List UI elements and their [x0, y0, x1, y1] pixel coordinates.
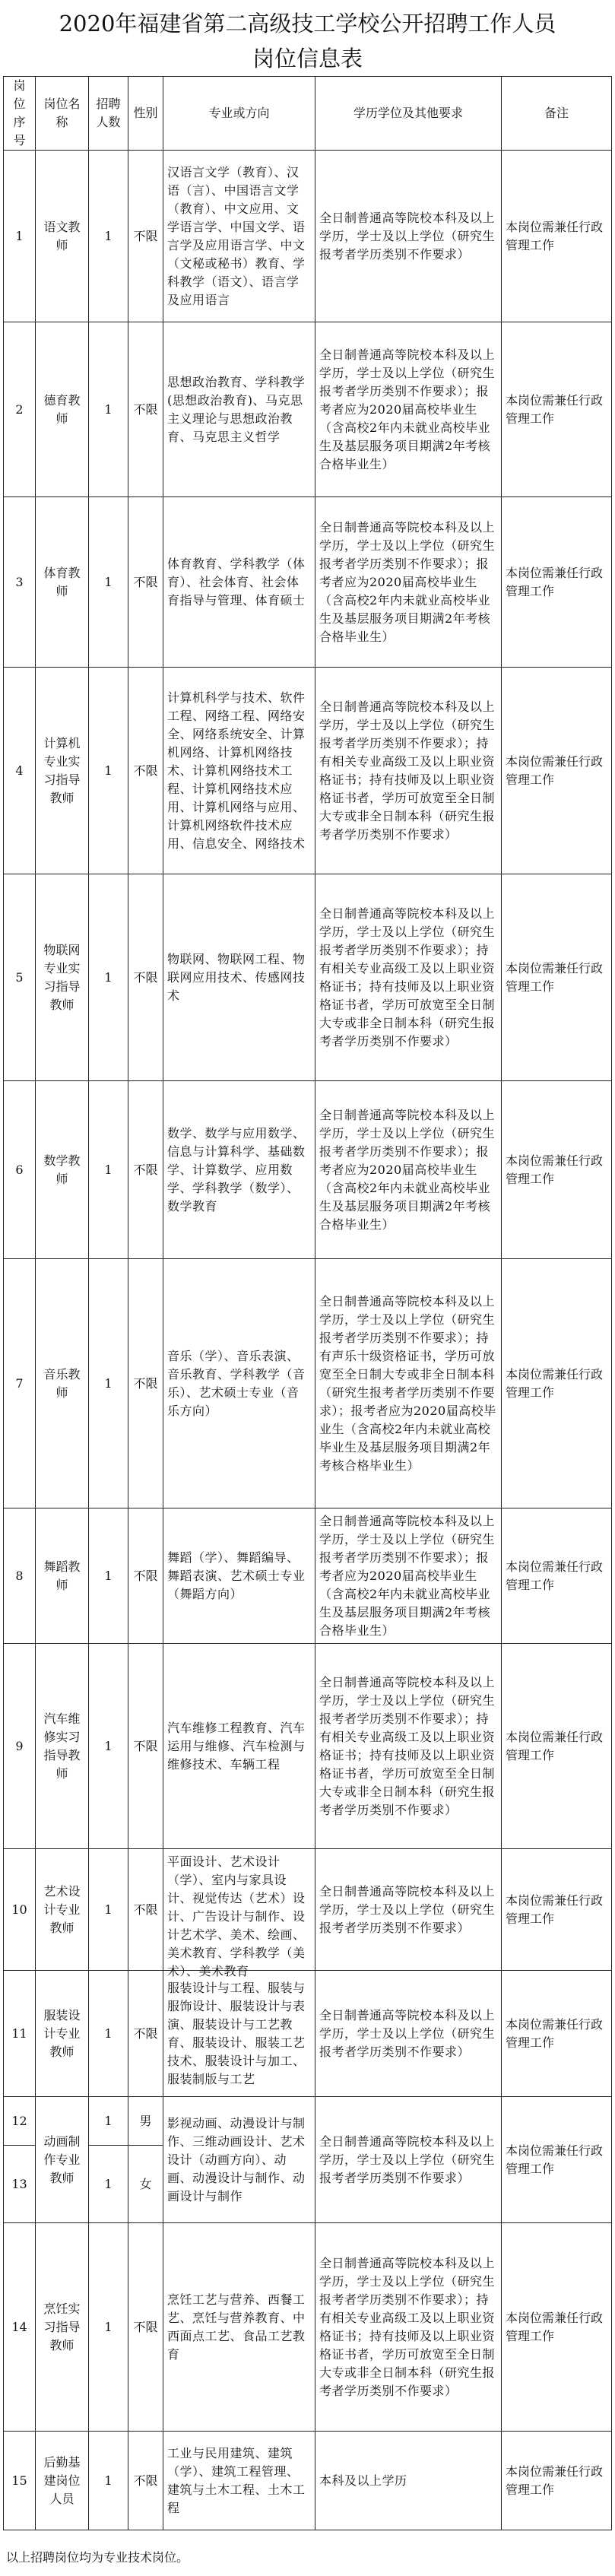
cell-major-text: 服装设计与工程、服装与服饰设计、服装设计与表演、服装设计与工艺教育、服装设计、服装工艺技术、服装设计与加工、服装制版与工艺: [167, 1980, 306, 2086]
cell-count: 1: [89, 2146, 128, 2223]
cell-no: 3: [4, 497, 36, 668]
cell-count: 1: [89, 1508, 128, 1644]
cell-count: 1: [89, 1849, 128, 1971]
cell-req: 全日制普通高等院校本科及以上学历，学士及以上学位（研究生报考者学历类别不作要求）；持有相关专业高级工及以上职业资格证书；持有技师及以上职业资格证书者，学历可放宽至全日制大专或非全日制本科（研究生报考者学历类别不作要求）: [315, 668, 502, 874]
cell-name: 体育教师: [36, 497, 89, 668]
cell-no: 2: [4, 322, 36, 497]
cell-major: 数学、数学与应用数学、信息与计算科学、基础数学、计算数学、应用数学、学科教学（数学）、数学教育: [163, 1081, 315, 1259]
cell-sex: 不限: [128, 1971, 163, 2097]
footer-note: 以上招聘岗位均为专业技术岗位。: [6, 2550, 189, 2565]
cell-note: 本岗位需兼任行政管理工作: [502, 874, 612, 1081]
cell-name: 音乐教师: [36, 1259, 89, 1508]
cell-major: 影视动画、动漫设计与制作、三维动画设计、艺术设计（动画方向）、动画、动漫设计与制作、动画设计与制作: [163, 2097, 315, 2223]
cell-sex: 不限: [128, 1081, 163, 1259]
cell-note: 本岗位需兼任行政管理工作: [502, 1971, 612, 2097]
table-header-row: [4, 77, 612, 151]
cell-sex: 不限: [128, 2223, 163, 2432]
cell-count: 1: [89, 1644, 128, 1849]
cell-count: 1: [89, 322, 128, 497]
cell-req: 本科及以上学历: [315, 2432, 502, 2530]
table-row: [4, 1971, 612, 2097]
cell-note: 本岗位需兼任行政管理工作: [502, 1644, 612, 1849]
cell-note: 本岗位需兼任行政管理工作: [502, 2223, 612, 2432]
cell-count: 1: [89, 497, 128, 668]
cell-req: 全日制普通高等院校本科及以上学历，学士及以上学位（研究生报考者学历类别不作要求）；持有声乐十级资格证书，学历可放宽至全日制大专或非全日制本科（研究生报考者学历类别不作要求）；报考者应为2020届高校毕业生（含高校2年内未就业高校毕业生及基层服务项目期满2年考核合格毕业生）: [315, 1259, 502, 1508]
header-no: 岗位序号: [4, 77, 36, 151]
cell-req: 全日制普通高等院校本科及以上学历，学士及以上学位（研究生报考者学历类别不作要求）: [315, 2097, 502, 2223]
cell-name: 后勤基建岗位人员: [36, 2432, 89, 2530]
cell-note: 本岗位需兼任行政管理工作: [502, 2097, 612, 2223]
header-count: 招聘人数: [89, 77, 128, 151]
table-row: [4, 1081, 612, 1259]
cell-count: 1: [89, 2432, 128, 2530]
cell-major-text: 计算机科学与技术、软件工程、网络工程、网络安全、网络系统安全、计算机网络、计算机网络技术、计算机网络技术工程、计算机网络技术应用、计算机网络与应用、计算机网络软件技术应用、信息安全、网络技术: [167, 690, 306, 851]
cell-sex: 不限: [128, 1259, 163, 1508]
cell-no: 1: [4, 151, 36, 322]
cell-sex: 男: [128, 2097, 163, 2146]
cell-sex: 不限: [128, 1644, 163, 1849]
table-row: [4, 2432, 612, 2530]
cell-major: [163, 151, 315, 322]
cell-no: 11: [4, 1971, 36, 2097]
cell-req: 全日制普通高等院校本科及以上学历，学士及以上学位（研究生报考者学历类别不作要求）: [315, 151, 502, 322]
cell-no: 14: [4, 2223, 36, 2432]
header-name: 岗位名称: [36, 77, 89, 151]
cell-note: 本岗位需兼任行政管理工作: [502, 1508, 612, 1644]
cell-major: [163, 1971, 315, 2097]
cell-no: 6: [4, 1081, 36, 1259]
cell-name: 德育教师: [36, 322, 89, 497]
cell-note: 本岗位需兼任行政管理工作: [502, 322, 612, 497]
cell-req: 全日制普通高等院校本科及以上学历，学士及以上学位（研究生报考者学历类别不作要求）；报考者应为2020届高校毕业生（含高校2年内未就业高校毕业生及基层服务项目期满2年考核合格毕业生）: [315, 497, 502, 668]
cell-sex: 不限: [128, 1849, 163, 1971]
cell-name: 动画制作专业教师: [36, 2097, 89, 2223]
cell-note: 本岗位需兼任行政管理工作: [502, 151, 612, 322]
cell-count: 1: [89, 874, 128, 1081]
table-row: [4, 2097, 612, 2146]
cell-note: 本岗位需兼任行政管理工作: [502, 2432, 612, 2530]
cell-req: 全日制普通高等院校本科及以上学历，学士及以上学位（研究生报考者学历类别不作要求）；持有相关专业高级工及以上职业资格证书；持有技师及以上职业资格证书者，学历可放宽至全日制大专或非全日制本科（研究生报考者学历类别不作要求）: [315, 2223, 502, 2432]
cell-no: 13: [4, 2146, 36, 2223]
cell-no: 5: [4, 874, 36, 1081]
table-row: [4, 151, 612, 322]
table-row: [4, 1849, 612, 1971]
cell-major: 思想政治教育、学科教学(思想政治教育)、马克思主义理论与思想政治教育、马克思主义哲学: [163, 322, 315, 497]
cell-name: 计算机专业实习指导教师: [36, 668, 89, 874]
cell-major: 汽车维修工程教育、汽车运用与维修、汽车检测与维修技术、车辆工程: [163, 1644, 315, 1849]
cell-count: 1: [89, 1081, 128, 1259]
cell-major-text: 汉语言文学（教育）、汉语（言）、中国语言文学（教育）、中文应用、文学语言学、中国文学、语言学及应用语言学、中文（文秘或秘书）教育、学科教学（语文）、语言学及应用语言: [167, 164, 306, 307]
cell-req: 全日制普通高等院校本科及以上学历，学士及以上学位（研究生报考者学历类别不作要求）；报考者应为2020届高校毕业生（含高校2年内未就业高校毕业生及基层服务项目期满2年考核合格毕业生）: [315, 322, 502, 497]
cell-name: 语文教师: [36, 151, 89, 322]
header-sex: 性别: [128, 77, 163, 151]
header-req: 学历学位及其他要求: [315, 77, 502, 151]
cell-req: 全日制普通高等院校本科及以上学历，学士及以上学位（研究生报考者学历类别不作要求）；报考者应为2020届高校毕业生（含高校2年内未就业高校毕业生及基层服务项目期满2年考核合格毕业生）: [315, 1508, 502, 1644]
header-major: 专业或方向: [163, 77, 315, 151]
cell-no: 7: [4, 1259, 36, 1508]
positions-table: [3, 76, 612, 2530]
cell-note: 本岗位需兼任行政管理工作: [502, 1259, 612, 1508]
cell-count: 1: [89, 2223, 128, 2432]
cell-name: 服装设计专业教师: [36, 1971, 89, 2097]
cell-name: 艺术设计专业教师: [36, 1849, 89, 1971]
title-line-2: 岗位信息表: [252, 46, 363, 71]
cell-no: 15: [4, 2432, 36, 2530]
table-row: [4, 2223, 612, 2432]
cell-no: 4: [4, 668, 36, 874]
page-title: [0, 6, 615, 76]
cell-count: 1: [89, 2097, 128, 2146]
cell-major: 体育教育、学科教学（体育）、社会体育、社会体育指导与管理、体育硕士: [163, 497, 315, 668]
cell-major: [163, 668, 315, 874]
cell-req: 全日制普通高等院校本科及以上学历，学士及以上学位（研究生报考者学历类别不作要求）；报考者应为2020届高校毕业生（含高校2年内未就业高校毕业生及基层服务项目期满2年考核合格毕业生）: [315, 1081, 502, 1259]
cell-no: 8: [4, 1508, 36, 1644]
table-row: [4, 1508, 612, 1644]
cell-req: 全日制普通高等院校本科及以上学历，学士及以上学位（研究生报考者学历类别不作要求）: [315, 1971, 502, 2097]
cell-note: 本岗位需兼任行政管理工作: [502, 497, 612, 668]
cell-name: 烹饪实习指导教师: [36, 2223, 89, 2432]
cell-note: 本岗位需兼任行政管理工作: [502, 668, 612, 874]
cell-no: 12: [4, 2097, 36, 2146]
cell-name: 汽车维修实习指导教师: [36, 1644, 89, 1849]
cell-no: 9: [4, 1644, 36, 1849]
cell-count: 1: [89, 668, 128, 874]
cell-sex: 不限: [128, 322, 163, 497]
cell-major-text: 平面设计、艺术设计（学）、室内与家具设计、视觉传达（艺术）设计、广告设计与制作、设计艺术学、美术、绘画、美术教育、学科教学（美术）、美术教育: [167, 1854, 306, 1978]
table-row: [4, 1259, 612, 1508]
cell-req: 全日制普通高等院校本科及以上学历，学士及以上学位（研究生报考者学历类别不作要求）: [315, 1849, 502, 1971]
cell-count: 1: [89, 151, 128, 322]
cell-major: 烹饪工艺与营养、西餐工艺、烹饪与营养教育、中西面点工艺、食品工艺教育: [163, 2223, 315, 2432]
cell-note: 本岗位需兼任行政管理工作: [502, 1849, 612, 1971]
cell-sex: 不限: [128, 497, 163, 668]
header-note: 备注: [502, 77, 612, 151]
cell-count: 1: [89, 1259, 128, 1508]
cell-major: 物联网、物联网工程、物联网应用技术、传感网技术: [163, 874, 315, 1081]
cell-sex: 女: [128, 2146, 163, 2223]
cell-req: 全日制普通高等院校本科及以上学历，学士及以上学位（研究生报考者学历类别不作要求）；持有相关专业高级工及以上职业资格证书；持有技师及以上职业资格证书者，学历可放宽至全日制大专或非全日制本科（研究生报考者学历类别不作要求）: [315, 874, 502, 1081]
cell-major: 工业与民用建筑、建筑（学）、建筑工程管理、建筑与土木工程、土木工程: [163, 2432, 315, 2530]
title-line-1: 2020年福建省第二高级技工学校公开招聘工作人员: [59, 11, 556, 36]
cell-no: 10: [4, 1849, 36, 1971]
table-row: [4, 874, 612, 1081]
cell-major: [163, 1849, 315, 1978]
cell-major: 舞蹈（学）、舞蹈编导、舞蹈表演、艺术硕士专业（舞蹈方向）: [163, 1508, 315, 1644]
cell-count: 1: [89, 1971, 128, 2097]
cell-sex: 不限: [128, 668, 163, 874]
cell-sex: 不限: [128, 874, 163, 1081]
cell-sex: 不限: [128, 1508, 163, 1644]
cell-name: 物联网专业实习指导教师: [36, 874, 89, 1081]
table-row: [4, 668, 612, 874]
cell-major: 音乐（学）、音乐表演、音乐教育、学科教学（音乐）、艺术硕士专业（音乐方向）: [163, 1259, 315, 1508]
cell-sex: 不限: [128, 2432, 163, 2530]
cell-name: 数学教师: [36, 1081, 89, 1259]
cell-req: 全日制普通高等院校本科及以上学历，学士及以上学位（研究生报考者学历类别不作要求）；持有相关专业高级工及以上职业资格证书；持有技师及以上职业资格证书者，学历可放宽至全日制大专或非全日制本科（研究生报考者学历类别不作要求）: [315, 1644, 502, 1849]
table-row: [4, 1644, 612, 1849]
cell-sex: 不限: [128, 151, 163, 322]
table-row: [4, 497, 612, 668]
table-row: [4, 322, 612, 497]
cell-name: 舞蹈教师: [36, 1508, 89, 1644]
cell-note: 本岗位需兼任行政管理工作: [502, 1081, 612, 1259]
